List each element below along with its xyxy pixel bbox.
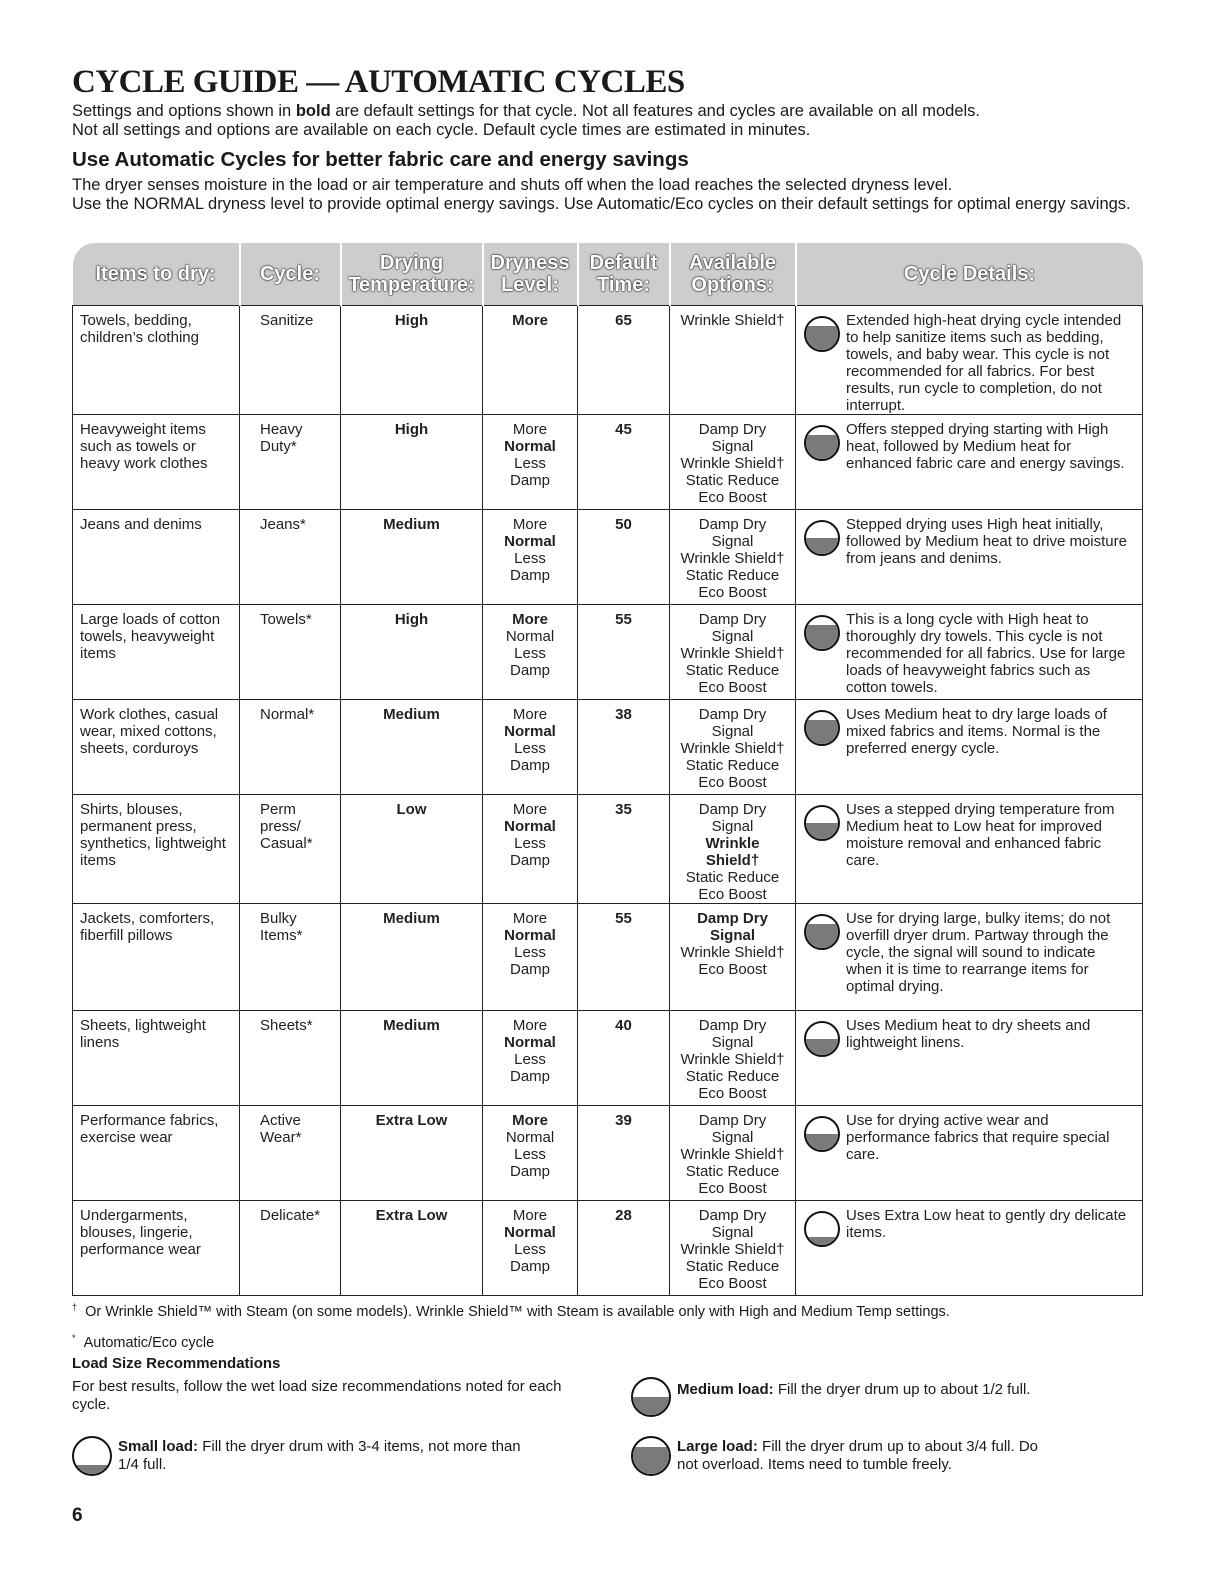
header-options: Available Options: xyxy=(670,243,796,306)
cell-temperature: Medium xyxy=(341,700,483,795)
dryness-level: More xyxy=(512,1112,548,1129)
cell-dryness xyxy=(483,1011,578,1106)
option-item: Signal xyxy=(711,533,754,550)
cell-details xyxy=(796,1106,1143,1201)
cell-items: Shirts, blouses, permanent press, synthetics, lightweight items xyxy=(73,795,240,904)
dryness-level: Normal xyxy=(504,1034,556,1051)
cell-time: 28 xyxy=(578,1201,670,1296)
dryness-level: More xyxy=(512,1207,548,1224)
cell-options xyxy=(670,904,796,1011)
option-item: Eco Boost xyxy=(698,774,767,791)
footnote-dagger: † Or Wrinkle Shield™ with Steam (on some models). Wrinkle Shield™ with Steam is available only with High and Medium Temp settings. xyxy=(72,1302,950,1320)
cell-options xyxy=(670,1011,796,1106)
section-description xyxy=(72,176,1144,214)
cycle-details-text: Uses a stepped drying temperature from Medium heat to Low heat for improved moisture removal and enhanced fabric care. xyxy=(846,801,1115,869)
cell-options xyxy=(670,605,796,700)
option-item: Wrinkle Shield† xyxy=(680,1146,785,1163)
option-item: Eco Boost xyxy=(698,886,767,903)
table-row xyxy=(73,306,1143,415)
option-item: Wrinkle Shield† xyxy=(680,645,785,662)
cell-cycle: Normal* xyxy=(240,700,341,795)
cell-cycle: Sheets* xyxy=(240,1011,341,1106)
option-item: Damp Dry xyxy=(698,1207,767,1224)
dryness-level: Normal xyxy=(504,1224,556,1241)
dryness-level: More xyxy=(512,910,548,927)
cell-details xyxy=(796,1011,1143,1106)
cell-details xyxy=(796,510,1143,605)
cell-cycle: Perm press/ Casual* xyxy=(240,795,341,904)
dryness-level: Damp xyxy=(509,567,550,584)
option-item: Signal xyxy=(711,1129,754,1146)
cell-options xyxy=(670,1201,796,1296)
dryness-level: More xyxy=(512,611,548,628)
header-dryness: Dryness Level: xyxy=(483,243,578,306)
cell-time: 50 xyxy=(578,510,670,605)
option-item: Static Reduce xyxy=(685,1163,780,1180)
dryness-level: Less xyxy=(514,645,546,662)
cell-time: 40 xyxy=(578,1011,670,1106)
cell-dryness xyxy=(483,1201,578,1296)
dryness-level: Less xyxy=(514,944,546,961)
cell-details xyxy=(796,605,1143,700)
option-item: Damp Dry xyxy=(697,910,768,927)
cell-items: Work clothes, casual wear, mixed cottons, sheets, corduroys xyxy=(73,700,240,795)
cell-options xyxy=(670,306,796,415)
intro-line1-post: are default settings for that cycle. Not all features and cycles are available on all models. xyxy=(330,102,980,120)
table-row xyxy=(73,1201,1143,1296)
cell-cycle: Active Wear* xyxy=(240,1106,341,1201)
medium-load-icon xyxy=(631,1377,671,1417)
cell-items: Jeans and denims xyxy=(73,510,240,605)
section-line1: The dryer senses moisture in the load or air temperature and shuts off when the load reaches the selected dryness level. xyxy=(72,176,953,194)
cycle-details-text: Use for drying large, bulky items; do not overfill dryer drum. Partway through the cycle, the signal will sound to indicate when it is time to rearrange items for optimal drying. xyxy=(846,910,1111,995)
cell-options xyxy=(670,415,796,510)
dryness-level: Less xyxy=(514,455,546,472)
option-item: Eco Boost xyxy=(698,584,767,601)
load-size-intro: For best results, follow the wet load size recommendations noted for each cycle. xyxy=(72,1378,562,1413)
table-row xyxy=(73,795,1143,904)
small-load-icon xyxy=(72,1436,112,1476)
option-item: Static Reduce xyxy=(685,1258,780,1275)
dryness-level: Less xyxy=(514,1051,546,1068)
dryness-level: Normal xyxy=(504,533,556,550)
header-items: Items to dry: xyxy=(73,243,240,306)
option-item: Static Reduce xyxy=(685,662,780,679)
cell-temperature: High xyxy=(341,605,483,700)
load-size-icon xyxy=(804,1211,840,1247)
option-item: Signal xyxy=(711,818,754,835)
dryness-level: Damp xyxy=(509,757,550,774)
dryness-level: More xyxy=(512,706,548,723)
load-size-icon xyxy=(804,615,840,651)
dryness-level: Normal xyxy=(505,1129,555,1146)
load-size-icon xyxy=(804,710,840,746)
page-header xyxy=(72,62,1144,214)
intro-line2: Not all settings and options are available on each cycle. Default cycle times are estimated in minutes. xyxy=(72,121,811,139)
cell-details xyxy=(796,795,1143,904)
cell-options xyxy=(670,510,796,605)
option-item: Eco Boost xyxy=(698,961,767,978)
option-item: Signal xyxy=(711,628,754,645)
cell-details xyxy=(796,415,1143,510)
option-item: Wrinkle Shield† xyxy=(680,740,785,757)
cell-cycle: Towels* xyxy=(240,605,341,700)
option-item: Signal xyxy=(711,438,754,455)
cell-dryness xyxy=(483,415,578,510)
cell-cycle: Sanitize xyxy=(240,306,341,415)
option-item: Wrinkle Shield† xyxy=(680,1241,785,1258)
intro-line1-pre: Settings and options shown in xyxy=(72,102,296,120)
cell-time: 38 xyxy=(578,700,670,795)
dryness-level: More xyxy=(512,421,548,438)
option-item: Eco Boost xyxy=(698,1085,767,1102)
option-item: Signal xyxy=(711,723,754,740)
load-size-icon xyxy=(804,1116,840,1152)
cell-dryness xyxy=(483,700,578,795)
cell-options xyxy=(670,700,796,795)
cell-dryness xyxy=(483,795,578,904)
footnotes xyxy=(72,1298,950,1360)
cell-time: 35 xyxy=(578,795,670,904)
cell-items: Large loads of cotton towels, heavyweight items xyxy=(73,605,240,700)
dryness-level: Less xyxy=(514,1241,546,1258)
dryness-level: Damp xyxy=(509,1258,550,1275)
section-heading: Use Automatic Cycles for better fabric care and energy savings xyxy=(72,148,689,171)
option-item: Damp Dry xyxy=(698,801,767,818)
cycle-details-text: Stepped drying uses High heat initially, followed by Medium heat to drive moisture from jeans and denims. xyxy=(846,516,1127,567)
load-size-icon xyxy=(804,1021,840,1057)
page-number: 6 xyxy=(72,1505,83,1526)
cell-details xyxy=(796,1201,1143,1296)
option-item: Damp Dry xyxy=(698,1112,767,1129)
page-title: CYCLE GUIDE — AUTOMATIC CYCLES xyxy=(72,64,685,100)
dryness-level: Damp xyxy=(509,961,550,978)
large-load-icon xyxy=(631,1436,671,1476)
cell-temperature: Medium xyxy=(341,1011,483,1106)
option-item: Eco Boost xyxy=(698,1275,767,1292)
option-item: Wrinkle Shield† xyxy=(680,455,785,472)
option-item: Static Reduce xyxy=(685,1068,780,1085)
table-row xyxy=(73,1106,1143,1201)
option-item: Signal xyxy=(711,1034,754,1051)
dryness-level: Less xyxy=(514,550,546,567)
cycle-details-text: Use for drying active wear and performance fabrics that require special care. xyxy=(846,1112,1110,1163)
cell-dryness xyxy=(483,510,578,605)
load-size-heading: Load Size Recommendations xyxy=(72,1355,281,1372)
dryness-level: Normal xyxy=(504,438,556,455)
header-cycle: Cycle: xyxy=(240,243,341,306)
dryness-level: Less xyxy=(514,835,546,852)
cell-dryness xyxy=(483,605,578,700)
option-item: Wrinkle Shield† xyxy=(680,944,785,961)
table-body xyxy=(73,306,1143,1296)
cell-time: 65 xyxy=(578,306,670,415)
load-size-icon xyxy=(804,520,840,556)
option-item: Static Reduce xyxy=(685,472,780,489)
option-item: Wrinkle xyxy=(705,835,760,852)
cycle-guide-table xyxy=(72,243,1143,1296)
option-item: Damp Dry xyxy=(698,1017,767,1034)
cell-cycle: Delicate* xyxy=(240,1201,341,1296)
intro-text xyxy=(72,102,1144,140)
cell-options xyxy=(670,1106,796,1201)
dryness-level: More xyxy=(512,1017,548,1034)
cell-cycle: Jeans* xyxy=(240,510,341,605)
option-item: Eco Boost xyxy=(698,1180,767,1197)
option-item: Damp Dry xyxy=(698,516,767,533)
table-row xyxy=(73,510,1143,605)
cell-details xyxy=(796,700,1143,795)
cell-temperature: Extra Low xyxy=(341,1106,483,1201)
cell-options xyxy=(670,795,796,904)
option-item: Wrinkle Shield† xyxy=(680,550,785,567)
cell-temperature: Extra Low xyxy=(341,1201,483,1296)
option-item: Static Reduce xyxy=(685,757,780,774)
dryness-level: Normal xyxy=(505,628,555,645)
load-size-icon xyxy=(804,914,840,950)
dryness-level: More xyxy=(512,516,548,533)
table-row xyxy=(73,904,1143,1011)
cell-time: 45 xyxy=(578,415,670,510)
cell-time: 55 xyxy=(578,904,670,1011)
cell-time: 39 xyxy=(578,1106,670,1201)
cell-temperature: High xyxy=(341,306,483,415)
dryness-level: Less xyxy=(514,1146,546,1163)
cell-cycle: Bulky Items* xyxy=(240,904,341,1011)
option-item: Static Reduce xyxy=(685,567,780,584)
dryness-level: Damp xyxy=(509,1163,550,1180)
cell-items: Performance fabrics, exercise wear xyxy=(73,1106,240,1201)
cell-items: Undergarments, blouses, lingerie, performance wear xyxy=(73,1201,240,1296)
section-line2: Use the NORMAL dryness level to provide optimal energy savings. Use Automatic/Eco cycles on their default settings for optimal energy savings. xyxy=(72,195,1131,213)
cell-time: 55 xyxy=(578,605,670,700)
cell-items: Jackets, comforters, fiberfill pillows xyxy=(73,904,240,1011)
cell-items: Towels, bedding, children’s clothing xyxy=(73,306,240,415)
option-item: Shield† xyxy=(705,852,760,869)
dryness-level: Normal xyxy=(504,927,556,944)
cell-dryness xyxy=(483,306,578,415)
option-item: Wrinkle Shield† xyxy=(680,1051,785,1068)
cell-temperature: Medium xyxy=(341,510,483,605)
table-row xyxy=(73,605,1143,700)
cycle-details-text: This is a long cycle with High heat to thoroughly dry towels. This cycle is not recommended for all fabrics. Use for large loads of heavyweight fabrics such as cotton towels. xyxy=(846,611,1126,696)
cell-items: Heavyweight items such as towels or heavy work clothes xyxy=(73,415,240,510)
header-temperature: Drying Temperature: xyxy=(341,243,483,306)
cycle-details-text: Extended high-heat drying cycle intended to help sanitize items such as bedding, towels, and baby wear. This cycle is not recommended for all fabrics. For best results, run cycle to completion, do not interrupt. xyxy=(846,312,1122,414)
dryness-level: Damp xyxy=(509,662,550,679)
option-item: Signal xyxy=(711,1224,754,1241)
cell-dryness xyxy=(483,904,578,1011)
table-row xyxy=(73,1011,1143,1106)
cell-details xyxy=(796,306,1143,415)
cycle-details-text: Uses Medium heat to dry large loads of mixed fabrics and items. Normal is the preferred energy cycle. xyxy=(846,706,1107,757)
header-time: Default Time: xyxy=(578,243,670,306)
cell-temperature: Medium xyxy=(341,904,483,1011)
dryness-level: Normal xyxy=(504,818,556,835)
table-row xyxy=(73,700,1143,795)
cell-temperature: Low xyxy=(341,795,483,904)
option-item: Static Reduce xyxy=(685,869,780,886)
load-size-icon xyxy=(804,805,840,841)
cycle-details-text: Uses Extra Low heat to gently dry delicate items. xyxy=(846,1207,1127,1241)
option-item: Signal xyxy=(709,927,755,944)
dryness-level: More xyxy=(512,801,548,818)
cell-temperature: High xyxy=(341,415,483,510)
load-size-icon xyxy=(804,316,840,352)
dryness-level: More xyxy=(512,312,548,329)
cycle-details-text: Uses Medium heat to dry sheets and lightweight linens. xyxy=(846,1017,1091,1051)
table-row xyxy=(73,415,1143,510)
table-header-row xyxy=(73,243,1143,306)
dryness-level: Normal xyxy=(504,723,556,740)
option-item: Damp Dry xyxy=(698,421,767,438)
dryness-level: Damp xyxy=(509,852,550,869)
footnote-star: * Automatic/Eco cycle xyxy=(72,1332,215,1351)
dryness-level: Damp xyxy=(509,472,550,489)
option-item: Damp Dry xyxy=(698,611,767,628)
cell-details xyxy=(796,904,1143,1011)
cell-items: Sheets, lightweight linens xyxy=(73,1011,240,1106)
cell-dryness xyxy=(483,1106,578,1201)
load-size-icon xyxy=(804,425,840,461)
dryness-level: Damp xyxy=(509,1068,550,1085)
option-item: Wrinkle Shield† xyxy=(680,312,785,329)
cell-cycle: Heavy Duty* xyxy=(240,415,341,510)
option-item: Damp Dry xyxy=(698,706,767,723)
cycle-details-text: Offers stepped drying starting with High heat, followed by Medium heat for enhanced fabric care and energy savings. xyxy=(846,421,1125,472)
dryness-level: Less xyxy=(514,740,546,757)
intro-line1-bold: bold xyxy=(295,102,331,120)
option-item: Eco Boost xyxy=(698,489,767,506)
header-details: Cycle Details: xyxy=(796,243,1143,306)
option-item: Eco Boost xyxy=(698,679,767,696)
